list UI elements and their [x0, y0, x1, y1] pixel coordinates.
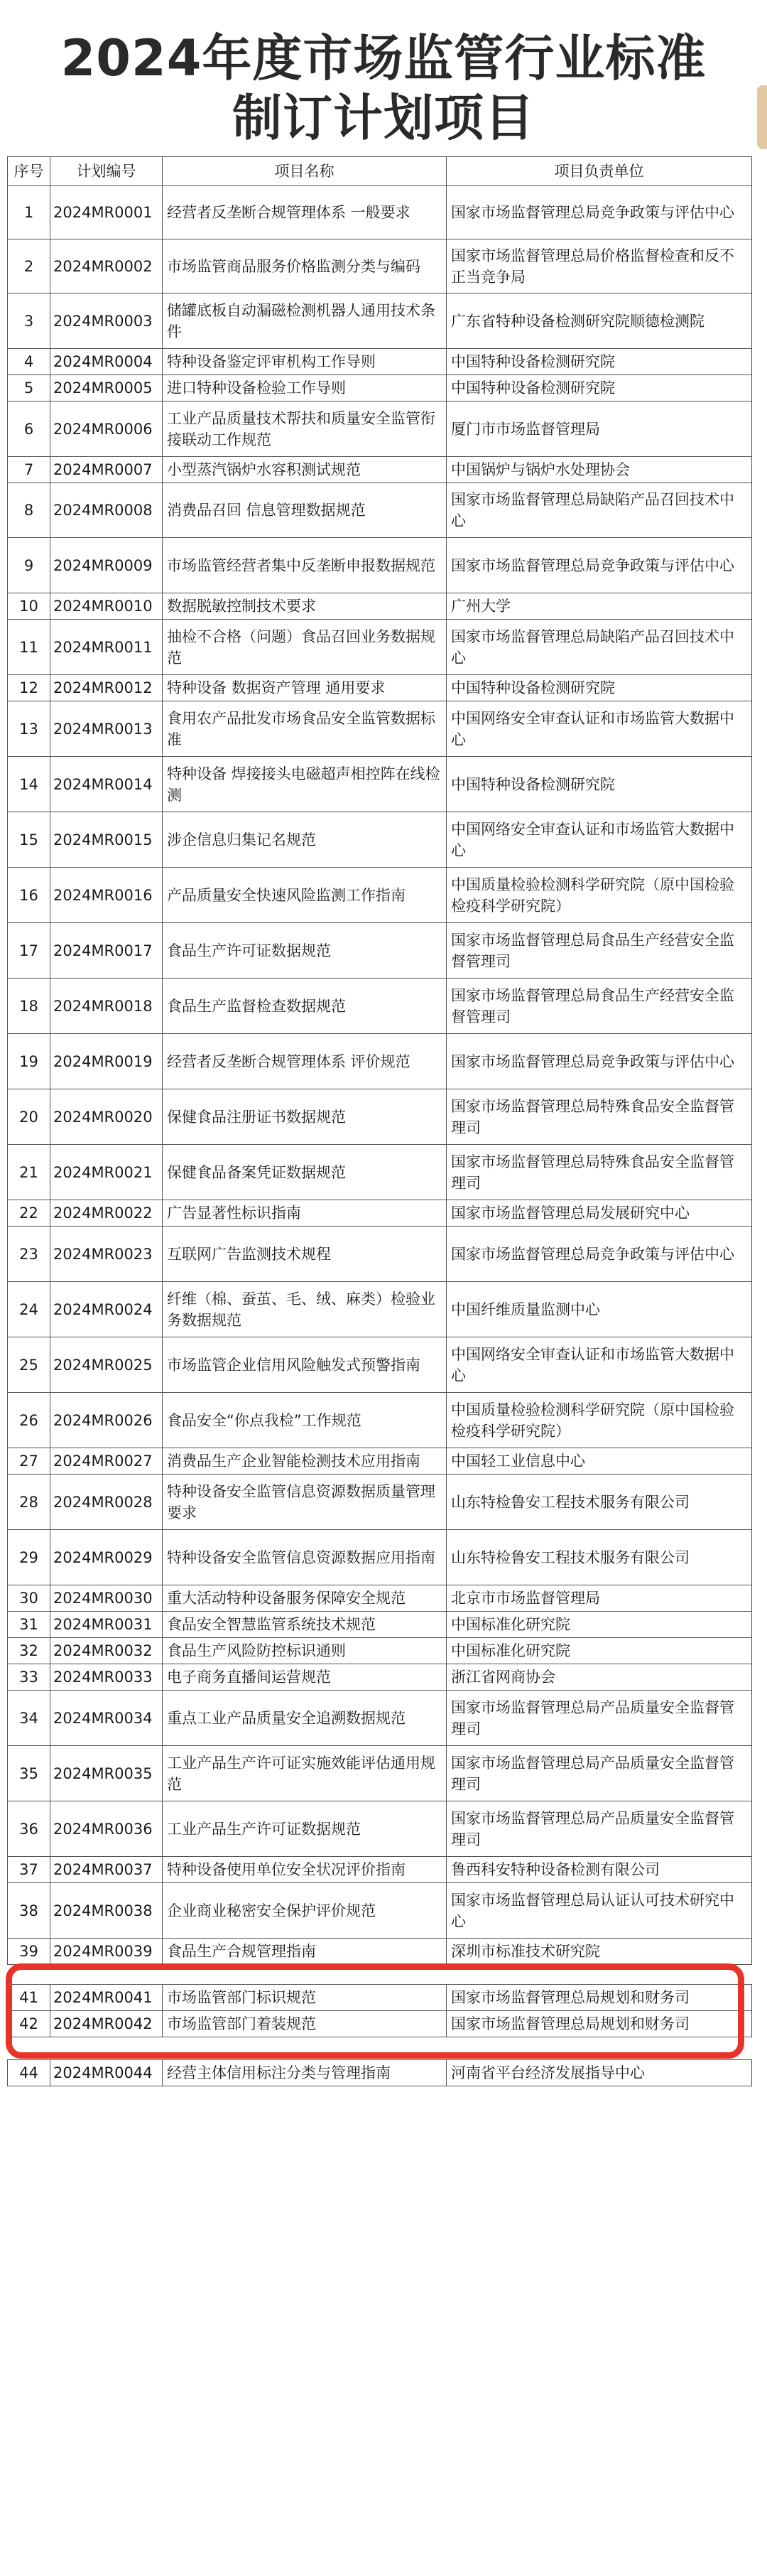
cell-no: 15 [8, 812, 50, 868]
table-row [8, 1089, 752, 1145]
cell-name: 互联网广告监测技术规程 [163, 1227, 447, 1282]
cell-name: 涉企信息归集记名规范 [163, 812, 447, 868]
cell-no: 32 [8, 1638, 50, 1664]
cell-code: 2024MR0035 [50, 1746, 163, 1801]
cell-unit: 广州大学 [447, 593, 752, 620]
cell-unit: 中国质量检验检测科学研究院（原中国检验检疫科学研究院） [447, 868, 752, 923]
title-line-2: 制订计划项目 [232, 89, 535, 147]
cell-name: 市场监管企业信用风险触发式预警指南 [163, 1337, 447, 1393]
table-body [8, 186, 752, 2086]
cell-name: 经营主体信用标注分类与管理指南 [163, 2060, 447, 2086]
cell-no: 14 [8, 757, 50, 812]
table-row [8, 979, 752, 1034]
cell-unit: 中国纤维质量监测中心 [447, 1282, 752, 1337]
cell-unit: 北京市市场监督管理局 [447, 1585, 752, 1612]
cell-code: 2024MR0005 [50, 375, 163, 402]
table-row [8, 812, 752, 868]
cell-code: 2024MR0001 [50, 186, 163, 239]
cell-unit: 深圳市标准技术研究院 [447, 1939, 752, 1965]
cell-no: 44 [8, 2060, 50, 2086]
cell-no: 24 [8, 1282, 50, 1337]
cell-code: 2024MR0042 [50, 2011, 163, 2037]
cell-code: 2024MR0032 [50, 1638, 163, 1664]
cell-name: 食品生产监督检查数据规范 [163, 979, 447, 1034]
cell-name: 食品生产风险防控标识通则 [163, 1638, 447, 1664]
cell-name: 特种设备使用单位安全状况评价指南 [163, 1857, 447, 1883]
table-row [8, 701, 752, 757]
cell-code: 2024MR0022 [50, 1200, 163, 1227]
cell-no: 10 [8, 593, 50, 620]
table-row [8, 538, 752, 593]
cell-unit: 中国轻工业信息中心 [447, 1448, 752, 1475]
cell-no: 6 [8, 402, 50, 457]
cell-no: 3 [8, 293, 50, 349]
cell-unit: 国家市场监督管理总局产品质量安全监督管理司 [447, 1746, 752, 1801]
cell-unit: 山东特检鲁安工程技术服务有限公司 [447, 1530, 752, 1585]
cell-unit: 国家市场监督管理总局产品质量安全监督管理司 [447, 1801, 752, 1857]
cell-no: 35 [8, 1746, 50, 1801]
cell-name: 特种设备 焊接接头电磁超声相控阵在线检测 [163, 757, 447, 812]
table-row [8, 675, 752, 701]
cell-unit: 国家市场监督管理总局特殊食品安全监督管理司 [447, 1145, 752, 1200]
table-row [8, 2060, 752, 2086]
cell-no: 27 [8, 1448, 50, 1475]
cell-unit: 国家市场监督管理总局食品生产经营安全监督管理司 [447, 923, 752, 979]
cell-unit: 国家市场监督管理总局认证认可技术研究中心 [447, 1883, 752, 1939]
cell-code [50, 1965, 163, 1985]
cell-unit: 中国特种设备检测研究院 [447, 349, 752, 375]
table-row [8, 1857, 752, 1883]
cell-name: 经营者反垄断合规管理体系 一般要求 [163, 186, 447, 239]
cell-name: 储罐底板自动漏磁检测机器人通用技术条件 [163, 293, 447, 349]
table-row [8, 1883, 752, 1939]
cell-no: 8 [8, 483, 50, 538]
cell-name: 广告显著性标识指南 [163, 1200, 447, 1227]
table-row [8, 757, 752, 812]
cell-name: 食品安全“你点我检”工作规范 [163, 1393, 447, 1448]
cell-unit: 中国网络安全审查认证和市场监管大数据中心 [447, 701, 752, 757]
cell-no: 34 [8, 1691, 50, 1746]
cell-unit [447, 2037, 752, 2060]
cell-name: 消费品召回 信息管理数据规范 [163, 483, 447, 538]
table-row [8, 593, 752, 620]
cell-code: 2024MR0038 [50, 1883, 163, 1939]
table-row [8, 402, 752, 457]
cell-name: 工业产品生产许可证数据规范 [163, 1801, 447, 1857]
cell-code: 2024MR0012 [50, 675, 163, 701]
table-header-row [8, 157, 752, 186]
cell-code: 2024MR0013 [50, 701, 163, 757]
cell-unit: 国家市场监督管理总局竞争政策与评估中心 [447, 1227, 752, 1282]
cell-unit: 国家市场监督管理总局产品质量安全监督管理司 [447, 1691, 752, 1746]
header-no: 序号 [8, 157, 50, 186]
cell-name: 市场监管经营者集中反垄断申报数据规范 [163, 538, 447, 593]
cell-unit: 山东特检鲁安工程技术服务有限公司 [447, 1475, 752, 1530]
cell-name: 电子商务直播间运营规范 [163, 1664, 447, 1691]
header-code: 计划编号 [50, 157, 163, 186]
cell-no: 17 [8, 923, 50, 979]
cell-name: 特种设备安全监管信息资源数据应用指南 [163, 1530, 447, 1585]
cell-no [8, 2037, 50, 2060]
cell-name: 抽检不合格（问题）食品召回业务数据规范 [163, 620, 447, 675]
table-row [8, 868, 752, 923]
table-row [8, 1448, 752, 1475]
cell-code: 2024MR0004 [50, 349, 163, 375]
cell-unit: 广东省特种设备检测研究院顺德检测院 [447, 293, 752, 349]
table-row [8, 349, 752, 375]
cell-unit: 国家市场监督管理总局缺陷产品召回技术中心 [447, 620, 752, 675]
cell-unit: 中国特种设备检测研究院 [447, 375, 752, 402]
page-title [0, 28, 767, 148]
cell-no: 20 [8, 1089, 50, 1145]
cell-unit: 河南省平台经济发展指导中心 [447, 2060, 752, 2086]
cell-name: 市场监管部门着装规范 [163, 2011, 447, 2037]
cell-no: 28 [8, 1475, 50, 1530]
cell-name: 数据脱敏控制技术要求 [163, 593, 447, 620]
cell-unit: 中国网络安全审查认证和市场监管大数据中心 [447, 812, 752, 868]
cell-code: 2024MR0041 [50, 1985, 163, 2011]
table-row [8, 375, 752, 402]
cell-code: 2024MR0033 [50, 1664, 163, 1691]
cell-name: 工业产品质量技术帮扶和质量安全监管衔接联动工作规范 [163, 402, 447, 457]
table-row [8, 1985, 752, 2011]
table-row [8, 1393, 752, 1448]
cell-code [50, 2037, 163, 2060]
cell-code: 2024MR0007 [50, 457, 163, 483]
cell-no: 39 [8, 1939, 50, 1965]
cell-no: 33 [8, 1664, 50, 1691]
cell-unit: 国家市场监督管理总局食品生产经营安全监督管理司 [447, 979, 752, 1034]
cell-name: 食品生产许可证数据规范 [163, 923, 447, 979]
cell-no: 41 [8, 1985, 50, 2011]
cell-code: 2024MR0036 [50, 1801, 163, 1857]
cell-code: 2024MR0017 [50, 923, 163, 979]
cell-code: 2024MR0031 [50, 1612, 163, 1638]
cell-name: 产品质量安全快速风险监测工作指南 [163, 868, 447, 923]
table-row [8, 1282, 752, 1337]
cell-name [163, 2037, 447, 2060]
cell-name: 重点工业产品质量安全追溯数据规范 [163, 1691, 447, 1746]
table-row [8, 457, 752, 483]
table-row [8, 1746, 752, 1801]
cell-code: 2024MR0037 [50, 1857, 163, 1883]
table-row [8, 1664, 752, 1691]
cell-name: 进口特种设备检验工作导则 [163, 375, 447, 402]
cell-code: 2024MR0016 [50, 868, 163, 923]
cell-no: 21 [8, 1145, 50, 1200]
cell-unit: 国家市场监督管理总局特殊食品安全监督管理司 [447, 1089, 752, 1145]
cell-no: 18 [8, 979, 50, 1034]
cell-unit: 国家市场监督管理总局发展研究中心 [447, 1200, 752, 1227]
cell-code: 2024MR0009 [50, 538, 163, 593]
cell-unit: 国家市场监督管理总局竞争政策与评估中心 [447, 186, 752, 239]
cell-no: 7 [8, 457, 50, 483]
cell-no: 11 [8, 620, 50, 675]
cell-name [163, 1965, 447, 1985]
cell-code: 2024MR0039 [50, 1939, 163, 1965]
table-row [8, 1475, 752, 1530]
page-edge-marker [757, 85, 767, 149]
table-gap-row [8, 2037, 752, 2060]
table-row [8, 2011, 752, 2037]
cell-name: 市场监管部门标识规范 [163, 1985, 447, 2011]
table-row [8, 239, 752, 293]
table-row [8, 1691, 752, 1746]
cell-unit: 浙江省网商协会 [447, 1664, 752, 1691]
cell-name: 食用农产品批发市场食品安全监管数据标准 [163, 701, 447, 757]
cell-no: 16 [8, 868, 50, 923]
cell-no: 9 [8, 538, 50, 593]
cell-code: 2024MR0021 [50, 1145, 163, 1200]
cell-no: 13 [8, 701, 50, 757]
cell-unit: 鲁西科安特种设备检测有限公司 [447, 1857, 752, 1883]
cell-unit: 中国标准化研究院 [447, 1612, 752, 1638]
cell-unit: 中国网络安全审查认证和市场监管大数据中心 [447, 1337, 752, 1393]
cell-unit: 中国标准化研究院 [447, 1638, 752, 1664]
table-row [8, 1939, 752, 1965]
cell-unit [447, 1965, 752, 1985]
cell-code: 2024MR0011 [50, 620, 163, 675]
cell-code: 2024MR0014 [50, 757, 163, 812]
table-row [8, 1200, 752, 1227]
cell-code: 2024MR0030 [50, 1585, 163, 1612]
cell-code: 2024MR0023 [50, 1227, 163, 1282]
cell-code: 2024MR0044 [50, 2060, 163, 2086]
cell-no: 38 [8, 1883, 50, 1939]
cell-name: 重大活动特种设备服务保障安全规范 [163, 1585, 447, 1612]
cell-unit: 国家市场监督管理总局规划和财务司 [447, 1985, 752, 2011]
cell-no: 37 [8, 1857, 50, 1883]
cell-unit: 国家市场监督管理总局竞争政策与评估中心 [447, 1034, 752, 1089]
cell-code: 2024MR0008 [50, 483, 163, 538]
cell-code: 2024MR0006 [50, 402, 163, 457]
table-row [8, 293, 752, 349]
cell-name: 市场监管商品服务价格监测分类与编码 [163, 239, 447, 293]
cell-no: 4 [8, 349, 50, 375]
table-row [8, 1034, 752, 1089]
cell-unit: 中国特种设备检测研究院 [447, 675, 752, 701]
cell-no: 25 [8, 1337, 50, 1393]
cell-unit: 国家市场监督管理总局规划和财务司 [447, 2011, 752, 2037]
cell-name: 企业商业秘密安全保护评价规范 [163, 1883, 447, 1939]
standards-table [7, 156, 752, 2086]
cell-code: 2024MR0019 [50, 1034, 163, 1089]
cell-no: 5 [8, 375, 50, 402]
cell-name: 工业产品生产许可证实施效能评估通用规范 [163, 1746, 447, 1801]
cell-code: 2024MR0034 [50, 1691, 163, 1746]
cell-code: 2024MR0015 [50, 812, 163, 868]
cell-no: 23 [8, 1227, 50, 1282]
cell-unit: 国家市场监督管理总局价格监督检查和反不正当竞争局 [447, 239, 752, 293]
cell-code: 2024MR0010 [50, 593, 163, 620]
cell-no: 12 [8, 675, 50, 701]
cell-unit: 厦门市市场监督管理局 [447, 402, 752, 457]
header-unit: 项目负责单位 [447, 157, 752, 186]
cell-code: 2024MR0027 [50, 1448, 163, 1475]
cell-code: 2024MR0020 [50, 1089, 163, 1145]
table-row [8, 1337, 752, 1393]
cell-code: 2024MR0024 [50, 1282, 163, 1337]
table-row [8, 923, 752, 979]
cell-unit: 中国特种设备检测研究院 [447, 757, 752, 812]
table-row [8, 1227, 752, 1282]
cell-name: 纤维（棉、蚕茧、毛、绒、麻类）检验业务数据规范 [163, 1282, 447, 1337]
table-row [8, 1801, 752, 1857]
table-row [8, 620, 752, 675]
table-row [8, 1585, 752, 1612]
cell-name: 消费品生产企业智能检测技术应用指南 [163, 1448, 447, 1475]
title-line-1: 2024年度市场监管行业标准 [60, 29, 707, 87]
cell-name: 经营者反垄断合规管理体系 评价规范 [163, 1034, 447, 1089]
cell-name: 保健食品备案凭证数据规范 [163, 1145, 447, 1200]
table-row [8, 1612, 752, 1638]
table-row [8, 1638, 752, 1664]
cell-code: 2024MR0025 [50, 1337, 163, 1393]
cell-name: 小型蒸汽锅炉水容积测试规范 [163, 457, 447, 483]
cell-code: 2024MR0029 [50, 1530, 163, 1585]
table-row [8, 483, 752, 538]
table-row [8, 1145, 752, 1200]
table-row [8, 1530, 752, 1585]
cell-no: 36 [8, 1801, 50, 1857]
cell-code: 2024MR0018 [50, 979, 163, 1034]
cell-no: 19 [8, 1034, 50, 1089]
cell-no: 42 [8, 2011, 50, 2037]
cell-no: 31 [8, 1612, 50, 1638]
cell-name: 食品安全智慧监管系统技术规范 [163, 1612, 447, 1638]
cell-name: 特种设备鉴定评审机构工作导则 [163, 349, 447, 375]
cell-unit: 国家市场监督管理总局竞争政策与评估中心 [447, 538, 752, 593]
cell-no: 22 [8, 1200, 50, 1227]
cell-unit: 中国锅炉与锅炉水处理协会 [447, 457, 752, 483]
cell-no [8, 1965, 50, 1985]
cell-name: 特种设备安全监管信息资源数据质量管理要求 [163, 1475, 447, 1530]
cell-code: 2024MR0003 [50, 293, 163, 349]
header-name: 项目名称 [163, 157, 447, 186]
cell-name: 食品生产合规管理指南 [163, 1939, 447, 1965]
table-gap-row [8, 1965, 752, 1985]
cell-code: 2024MR0002 [50, 239, 163, 293]
cell-no: 26 [8, 1393, 50, 1448]
cell-code: 2024MR0026 [50, 1393, 163, 1448]
table-row [8, 186, 752, 239]
cell-name: 保健食品注册证书数据规范 [163, 1089, 447, 1145]
cell-unit: 国家市场监督管理总局缺陷产品召回技术中心 [447, 483, 752, 538]
cell-no: 2 [8, 239, 50, 293]
cell-name: 特种设备 数据资产管理 通用要求 [163, 675, 447, 701]
cell-no: 1 [8, 186, 50, 239]
cell-unit: 中国质量检验检测科学研究院（原中国检验检疫科学研究院） [447, 1393, 752, 1448]
cell-no: 29 [8, 1530, 50, 1585]
cell-no: 30 [8, 1585, 50, 1612]
cell-code: 2024MR0028 [50, 1475, 163, 1530]
